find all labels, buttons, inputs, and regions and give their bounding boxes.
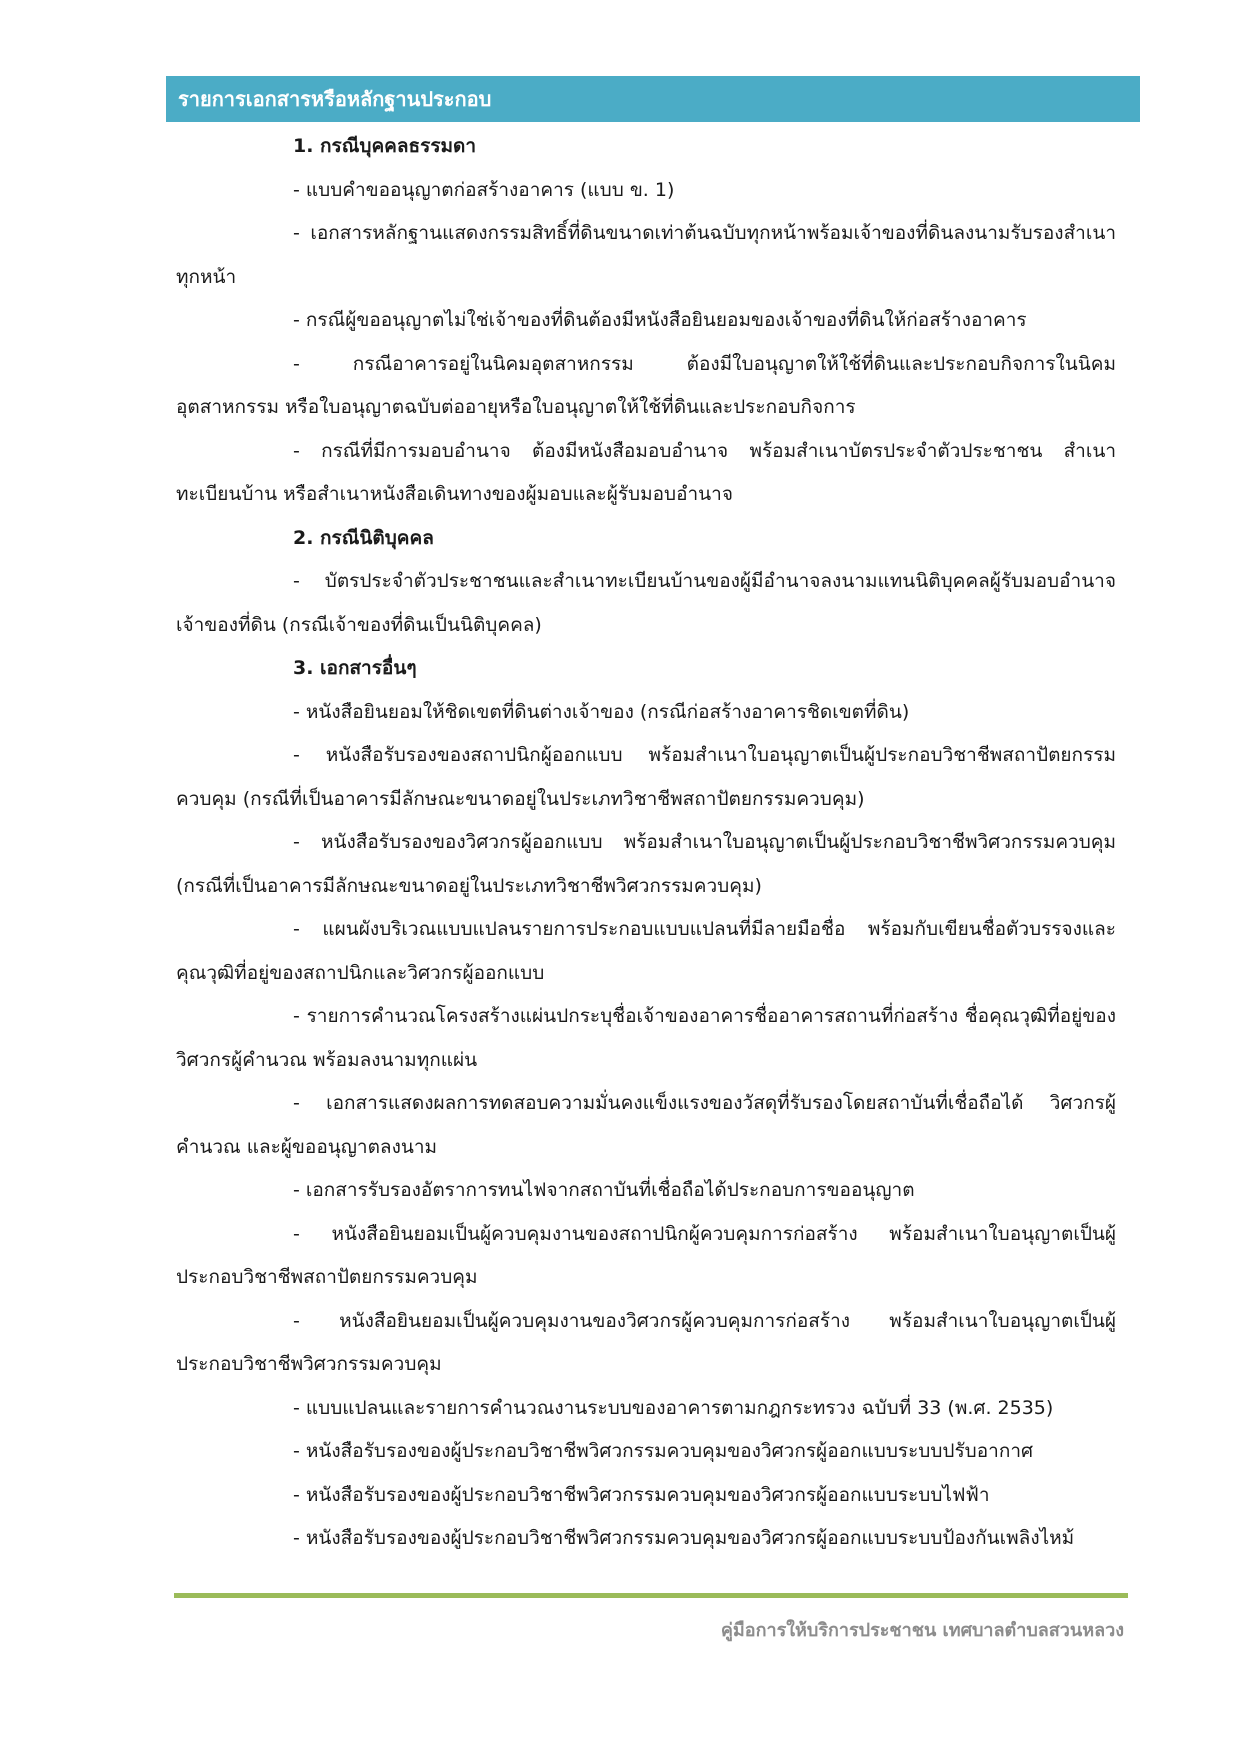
- list-item: - เอกสารแสดงผลการทดสอบความมั่นคงแข็งแรงของวัสดุที่รับรองโดยสถาบันที่เชื่อถือได้ วิศวกรผู้คำนวณ และผู้ขออนุญาตลงนาม: [176, 1092, 1116, 1158]
- list-item: - กรณีอาคารอยู่ในนิคมอุตสาหกรรม ต้องมีใบอนุญาตให้ใช้ที่ดินและประกอบกิจการในนิคมอุตสาหกรรม หรือใบอนุญาตฉบับต่ออายุหรือใบอนุญาตให้ใช้ที่ดินและประกอบกิจการ: [176, 352, 1116, 418]
- list-item: - กรณีผู้ขออนุญาตไม่ใช่เจ้าของที่ดินต้องมีหนังสือยินยอมของเจ้าของที่ดินให้ก่อสร้างอาคาร: [293, 309, 1027, 331]
- section-heading-juristic: 2. กรณีนิติบุคคล: [293, 526, 434, 549]
- section-header-bar: [166, 76, 1140, 122]
- section-heading-individual: 1. กรณีบุคคลธรรมดา: [293, 135, 477, 157]
- list-item: - หนังสือรับรองของผู้ประกอบวิชาชีพวิศวกรรมควบคุมของวิศวกรผู้ออกแบบระบบไฟฟ้า: [293, 1483, 990, 1506]
- list-item: - หนังสือยินยอมให้ชิดเขตที่ดินต่างเจ้าของ (กรณีก่อสร้างอาคารชิดเขตที่ดิน): [293, 700, 910, 723]
- list-item: - หนังสือรับรองของผู้ประกอบวิชาชีพวิศวกรรมควบคุมของวิศวกรผู้ออกแบบระบบป้องกันเพลิงไหม้: [293, 1527, 1075, 1549]
- list-item: - แบบแปลนและรายการคำนวณงานระบบของอาคารตามกฎกระทรวง ฉบับที่ 33 (พ.ศ. 2535): [293, 1396, 1054, 1419]
- list-item: - หนังสือยินยอมเป็นผู้ควบคุมงานของสถาปนิกผู้ควบคุมการก่อสร้าง พร้อมสำเนาใบอนุญาตเป็นผู้ประกอบวิชาชีพสถาปัตยกรรมควบคุม: [176, 1222, 1116, 1288]
- list-item: - หนังสือยินยอมเป็นผู้ควบคุมงานของวิศวกรผู้ควบคุมการก่อสร้าง พร้อมสำเนาใบอนุญาตเป็นผู้ประกอบวิชาชีพวิศวกรรมควบคุม: [176, 1309, 1116, 1375]
- list-item: - แบบคำขออนุญาตก่อสร้างอาคาร (แบบ ข. 1): [293, 178, 675, 201]
- footer-text: คู่มือการให้บริการประชาชน เทศบาลตำบลสวนหลวง: [720, 1620, 1124, 1641]
- footer-divider: [174, 1593, 1128, 1598]
- section-heading-other-documents: 3. เอกสารอื่นๆ: [293, 657, 417, 679]
- list-item: - รายการคำนวณโครงสร้างแผ่นปกระบุชื่อเจ้าของอาคารชื่ออาคารสถานที่ก่อสร้าง ชื่อคุณวุฒิที่อยู่ของวิศวกรผู้คำนวณ พร้อมลงนามทุกแผ่น: [176, 1005, 1116, 1071]
- list-item: - เอกสารหลักฐานแสดงกรรมสิทธิ์ที่ดินขนาดเท่าต้นฉบับทุกหน้าพร้อมเจ้าของที่ดินลงนามรับรองสำเนาทุกหน้า: [176, 222, 1116, 288]
- list-item: - หนังสือรับรองของสถาปนิกผู้ออกแบบ พร้อมสำเนาใบอนุญาตเป็นผู้ประกอบวิชาชีพสถาปัตยกรรมควบคุม (กรณีที่เป็นอาคารมีลักษณะขนาดอยู่ในประเภทวิชาชีพสถาปัตยกรรมควบคุม): [176, 744, 1116, 810]
- list-item: - หนังสือรับรองของผู้ประกอบวิชาชีพวิศวกรรมควบคุมของวิศวกรผู้ออกแบบระบบปรับอากาศ: [293, 1440, 1034, 1462]
- document-content: [176, 125, 1116, 1561]
- section-header-title: รายการเอกสารหรือหลักฐานประกอบ: [178, 87, 492, 111]
- list-item: - หนังสือรับรองของวิศวกรผู้ออกแบบ พร้อมสำเนาใบอนุญาตเป็นผู้ประกอบวิชาชีพวิศวกรรมควบคุม (กรณีที่เป็นอาคารมีลักษณะขนาดอยู่ในประเภทวิชาชีพวิศวกรรมควบคุม): [176, 831, 1116, 897]
- list-item: - กรณีที่มีการมอบอำนาจ ต้องมีหนังสือมอบอำนาจ พร้อมสำเนาบัตรประจำตัวประชาชน สำเนาทะเบียนบ้าน หรือสำเนาหนังสือเดินทางของผู้มอบและผู้รับมอบอำนาจ: [176, 439, 1116, 505]
- list-item: - แผนผังบริเวณแบบแปลนรายการประกอบแบบแปลนที่มีลายมือชื่อ พร้อมกับเขียนชื่อตัวบรรจงและคุณวุฒิที่อยู่ของสถาปนิกและวิศวกรผู้ออกแบบ: [176, 918, 1116, 984]
- list-item: - บัตรประจำตัวประชาชนและสำเนาทะเบียนบ้านของผู้มีอำนาจลงนามแทนนิติบุคคลผู้รับมอบอำนาจเจ้าของที่ดิน (กรณีเจ้าของที่ดินเป็นนิติบุคคล): [176, 570, 1116, 636]
- list-item: - เอกสารรับรองอัตราการทนไฟจากสถาบันที่เชื่อถือได้ประกอบการขออนุญาต: [293, 1179, 915, 1201]
